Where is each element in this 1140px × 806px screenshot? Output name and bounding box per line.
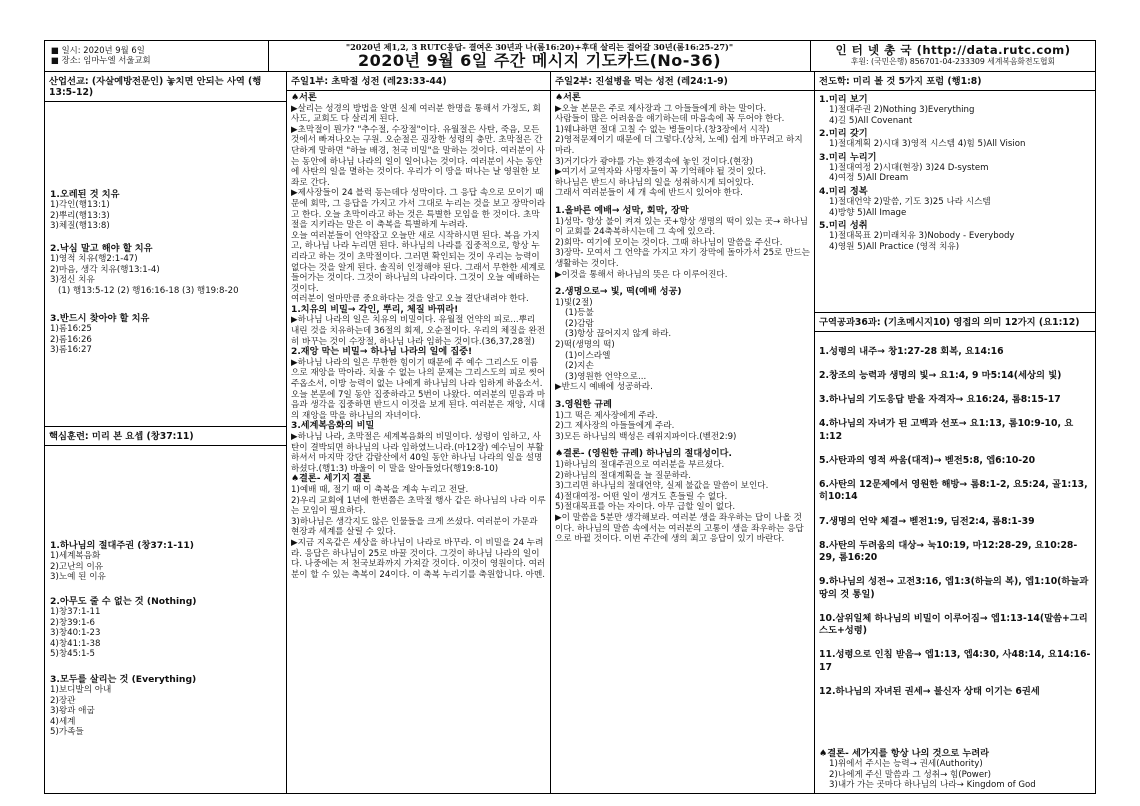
colC-heading: 2.생명으로→ 빛, 떡(예배 성공) xyxy=(555,287,682,298)
colC-line: ▶오늘 본문은 주로 제사장과 그 아들들에게 하는 말이다. xyxy=(555,103,767,114)
colC-line: ▶반드시 예배에 성공하라. xyxy=(555,382,653,393)
colC-line: 3)그리면 하나님의 절대언약, 실제 불값을 말씀이 보인다. xyxy=(555,481,769,492)
colB-text xyxy=(287,91,550,582)
colC-line: 2)하나님의 절대계획을 늘 질문하라. xyxy=(555,470,691,481)
sponsor-line: 후원: (국민은행) 856701-04-233309 세계복음화전도협회 xyxy=(850,57,1056,66)
colC-line: 그래서 여러분들이 세 개 속에 반드시 있어야 한다. xyxy=(555,188,743,199)
lesson-item: 12.하나님의 자녀된 권세→ 불신자 상태 이기는 6권세 xyxy=(819,686,1040,698)
card-body xyxy=(44,72,1096,794)
place-line: ■ 장소: 임마누엘 서울교회 xyxy=(51,55,151,65)
header-subtitle: "2020년 제1,2, 3 RUTC응답- 결여온 30년과 나(롬16:20)+후대 살리는 걸어갈 30년(롬16:25-27)" xyxy=(345,42,734,52)
lesson-item: 1.성령의 내주→ 창1:27-28 회복, 요14:16 xyxy=(819,346,1004,357)
colC-line: 1)성막- 항상 불이 켜져 있는 곳+항상 생명의 떡이 있는 곳→ 하나님이 교회를 24축복하시는데 그 속에 있으라. xyxy=(555,216,808,238)
colC-line: 3)모든 하나님의 백성은 레위지파이다.(벧전2:9) xyxy=(555,431,737,442)
colA-item-1: 1.오레된 것 치유 1)각인(행13:1) 2)뿌리(행13:3) 3)체질(행13:8) xyxy=(50,189,120,232)
colC-heading: ♠서론 xyxy=(555,93,581,103)
column-c-head: 주일2부: 진설병을 먹는 성전 (레24:1-9) xyxy=(551,72,814,91)
core-item-1: 1.하나님의 절대주권 (창37:1-11) 1)세계복음화 2)고난의 이유 3)노예 된 이유 xyxy=(50,540,195,583)
lesson-item: 8.사탄의 두려움의 대상→ 눅10:19, 마12:28-29, 요10:28-29, 롬16:20 xyxy=(819,539,1078,564)
lesson-item: 10.삼위일체 하나님의 비밀이 이루어짐→ 엡1:13-14(말씀+그리스도+성령) xyxy=(819,612,1088,637)
colA-core-items xyxy=(45,540,286,738)
forum-section-3: 3.미리 누리기 1)절대여정 2)시대(현장) 3)24 D-system 4)여정 5)All Dream xyxy=(819,151,989,184)
colA-items xyxy=(45,189,286,356)
colB-line: 오늘 여러분들이 언약잡고 오늘만 새로 시작하시면 된다. 복음 가지고, 하나님 나라 누리면 된다. 하나님의 나라를 집중적으로, 항상 누리라고 하는 것이 초막절이다. 그러면 확인되는 것이 우리는 능력이 없다는 것을 알게 된다. 솔직히 인정해야 된다. 그래서 무한한 세계로 들어가는 것이다. 그것이 하나님의 나라이다. 그것이 오늘 예배하는 것이다. xyxy=(291,230,546,294)
colA-item-3: 3.반드시 찾아야 할 치유 1)롬16:25 2)롬16:26 3)롬16:27 xyxy=(50,313,150,356)
colB-heading: 2.재앙 막는 비밀→ 하나님 나라의 일에 집중! xyxy=(291,347,473,358)
colC-line: ▶이 말씀을 5분만 생각해보라. 여러분 생을 좌우하는 답이 나올 것이다. 하나님의 말씀 속에서는 여러분의 고통이 생을 좌우하는 응답으로 바뀔 것이다. 이번 주간에 생의 최고 응답이 있기 바란다. xyxy=(555,512,804,545)
colC-line: 2)떡(생명의 떡) xyxy=(555,340,615,351)
lesson-item: 9.하나님의 성전→ 고전3:16, 엡1:3(하늘의 복), 엡1:10(하늘과 땅의 것 통일) xyxy=(819,576,1089,600)
colB-line: 3)하나님은 생각지도 않은 인물들을 크게 쓰셨다. 여러분이 가문과 현장과 세계를 살릴 수 있다. xyxy=(291,516,538,538)
column-evangelism xyxy=(815,72,1096,793)
colC-line: 1)빛(2절) xyxy=(555,297,593,308)
column-sunday-service-1 xyxy=(287,72,551,793)
colC-line: 사람들이 많은 어려움을 얘기하는데 마음속에 꼭 두어야 한다. xyxy=(555,114,785,125)
colC-line: 하나님은 반드시 하나님의 일을 성취하시게 되어있다. xyxy=(555,177,755,188)
colC-line: 1)웨냐하면 절대 고칠 수 없는 병들이다.(창3장에서 시작) xyxy=(555,124,770,135)
core-item-2: 2.아무도 줄 수 없는 것 (Nothing) 1)창37:1-11 2)창39:1-6 3)창40:1-23 4)창41:1-38 5)창45:1-5 xyxy=(50,596,197,660)
colB-line: ▶하나님 나라의 일은 무한한 힘이기 때문에 주 예수 그리스도 이름으로 재앙을 막아라. 치울 수 없는 나의 문제는 그리스도의 피로 씻어 주옵소서, 이방 능력이 없는 나에게 하나님의 나라 임하게 하옵소서. 오늘 본문에 7일 동안 집중하라고 5번이 나왔다. 여러분의 믿음과 마음과 생각을 집중하면 반드시 이것을 보게 된다. 여러분은 재앙, 시대의 재앙을 막을 하나님의 자녀이다. xyxy=(291,357,546,421)
colC-line: ▶여기서 교역자와 사명자들이 꼭 기억해야 될 것이 있다. xyxy=(555,167,767,178)
colC-line: 1)그 떡은 제사장에게 주라. xyxy=(555,410,658,421)
colC-line: (2)지손 xyxy=(565,361,594,372)
colC-line: 5)절대목표를 아는 자이다. 아무 급할 일이 없다. xyxy=(555,502,736,513)
header-title-block xyxy=(269,41,811,71)
forum-section-1: 1.미리 보기 1)절대주권 2)Nothing 3)Everything 4)길 5)All Covenant xyxy=(819,94,975,126)
lesson-item: 11.성령으로 인침 받음→ 엡1:13, 엡4:30, 사48:14, 요14:16-17 xyxy=(819,649,1091,673)
lesson-item: 7.생명의 언약 체결→ 벧전1:9, 딤전2:4, 롬8:1-39 xyxy=(819,515,1035,527)
colB-line: ▶하나님 나라의 일은 치유의 비밀이다. 유월절 언약의 피로...뿌리 내린 것을 치유하는데 36절의 회제, 오순절이다. 우리의 체질을 완전히 바꾸는 것이 수장절, 하나님 나라 임하는 것이다.(36,37,28절) xyxy=(291,315,546,347)
column-a-head: 산업선교: (자살예방전문인) 놓치면 안되는 사역 (행13:5-12) xyxy=(45,72,286,102)
header-info xyxy=(45,41,269,71)
lesson-item: 5.사탄과의 영적 싸움(대적)→ 벧전5:8, 엡6:10-20 xyxy=(819,454,1036,466)
colB-line: 1)예배 때, 절기 때 이 축복을 계속 누리고 전달. xyxy=(291,484,469,495)
colC-text xyxy=(551,91,814,547)
lesson-item: 2.창조의 능력과 생명의 빛→ 요1:4, 9 마5:14(세상의 빛) xyxy=(819,370,1062,382)
forum-section-5: 5.미리 성취 1)절대목표 2)미래치유 3)Nobody - Everybody 4)영원 5)All Practice (영적 치유) xyxy=(819,220,1015,252)
colC-line: (1)등불 xyxy=(565,308,594,319)
colC-heading: 1.올바른 예배→ 성막, 회막, 장막 xyxy=(555,205,689,216)
column-sunday-service-2 xyxy=(551,72,815,793)
colC-line: 3)거기다가 광야를 가는 환경속에 놓인 것이다.(현장) xyxy=(555,156,753,167)
core-training-head: 핵심훈련: 미리 본 요셉 (창37:11) xyxy=(45,427,286,446)
lesson-item: 4.하나님의 자녀가 된 고백과 선포→ 요1:13, 롬10:9-10, 요1:12 xyxy=(819,418,1074,442)
column-d-head: 전도학: 미리 볼 것 5가지 포럼 (행1:8) xyxy=(815,72,1096,91)
site-url[interactable]: 인 터 넷 총 국 (http://data.rutc.com) xyxy=(835,43,1071,57)
colC-line: (1)이스라엘 xyxy=(565,350,611,361)
colB-heading: ♠결론- 세기지 결론 xyxy=(291,474,371,485)
colC-line: (3)항상 끊어지지 않게 하라. xyxy=(565,329,672,340)
header xyxy=(44,40,1096,72)
lesson-item: 3.하나님의 기도응답 받을 자격자→ 요16:24, 롬8:15-17 xyxy=(819,394,1061,406)
colB-line: ▶제사장들이 24 블럭 동는데다 성막이다. 그 응답 속으로 모이기 때문에 회막, 그 응답을 가지고 가서 그대로 누리는 것을 보고 장막이라고 한다. 오늘 초막이라고 하는 것은 특별한 모임을 한 것이다. 초막절을 지키라는 말은 이 축복을 특별하게 누려라. xyxy=(291,188,546,231)
page-title: 2020년 9월 6일 주간 메시지 기도카드(No-36) xyxy=(357,51,722,70)
column-b-head: 주일1부: 초막절 성전 (레23:33-44) xyxy=(287,72,550,91)
core-item-3: 3.모두를 살리는 것 (Everything) 1)보디발의 아내 2)장관 3)왕과 애굽 4)세계 5)가족들 xyxy=(50,674,197,738)
colC-line: (3)영원한 언약으로... xyxy=(565,371,647,382)
colB-line: ▶하나님 나라, 초막절은 세계복음화의 비밀이다. 성령이 임하고, 사탄이 결박되면 하나님의 나라 임하였느니라.(마12장) 예수님이 부활하셔서 마지막 강단 감람산에서 40일 동안 하나님 나라의 일을 설명하셨다.(행1:3) 바울이 이 말을 알아들었다(행19:8-10) xyxy=(291,432,544,474)
colB-line: ▶초막절이 뭔가? "추수절, 수장절"이다. 유월절은 사탄, 죽음, 모든 것에서 빠져나오는 구원. 오순절은 굉장한 성령의 충만. 초막절은 간단하게 말하면 "하늘 배경, 천국 비밀"을 말하는 것이다. 여러분이 사는 동안에 하나님 나라의 일이 일어나는 것이다. 여러분이 사는 동안에 사탄의 일을 멸하는 것이다. 우리가 이 땅을 떠나는 날 영원한 보좌로 간다. xyxy=(291,124,545,188)
column-industrial-mission xyxy=(45,72,287,793)
lesson-head: 구역공과36과: (기초메시지10) 영접의 의미 12가지 (요1:12) xyxy=(815,313,1096,332)
colB-heading: 1.치유의 비밀→ 각인, 뿌리, 체질 바꿔라! xyxy=(291,304,459,315)
lesson-items xyxy=(815,346,1096,710)
colC-line: 3)장막- 모여서 그 언약을 가지고 자기 장막에 돌아가서 25로 만드는 생활하는 것이다. xyxy=(555,248,810,269)
colD-conclusion: ♠결론- 세가지를 항상 나의 것으로 누려라 1)위에서 주시는 능력→ 권세(Authority) 2)나에게 주신 말씀과 그 성취→ 힘(Power) 3)내가 가는 곳마다 하나님의 나라→ Kingdom of God xyxy=(819,748,1036,791)
colB-heading: 3.세계복음화의 비밀 xyxy=(291,421,375,432)
colC-heading: 3.영원한 규례 xyxy=(555,400,612,411)
date-line: ■ 일시: 2020년 9월 6일 xyxy=(51,45,145,55)
colC-line: ▶이것을 통해서 하나님의 뜻은 다 이루어진다. xyxy=(555,269,728,280)
colB-line: 2)우리 교회에 1년에 한번쯤은 초막절 행사 같은 하나님의 나라 이루는 모임이 필요하다. xyxy=(291,495,546,517)
colC-heading: ♠결론- (영원한 규례) 하나님의 절대성이다. xyxy=(555,449,732,460)
lesson-item: 6.사탄의 12문제에서 영원한 해방→ 롬8:1-2, 요5:24, 골1:13, 히10:14 xyxy=(819,478,1088,503)
colB-line: ▶지금 지옥같은 세상을 하나님이 나라로 바꾸라. 이 비밀을 24 누려라. 응답은 하나님이 25로 바꿀 것이다. 그것이 하나님 나라의 일이다. 나중에는 저 천국보좌까지 가져갈 것이다. 이것이 영원이다. 여러분이 할 수 있는 축복이 24이다. 이 축복 누리기를 축원합니다. 아멘. xyxy=(291,537,546,580)
colC-line: 1)하나님의 절대주권으로 여러분을 부르셨다. xyxy=(555,460,725,470)
forum-section-4: 4.미리 정복 1)절대언약 2)말씀, 기도 3)25 나라 시스템 4)방향 5)All Image xyxy=(819,185,991,218)
colC-line: (2)감람 xyxy=(565,318,594,329)
colA-item-2: 2.낙심 말고 해야 할 치유 1)영적 치유(행2:1-47) 2)마음, 생각 치유(행13:1-4) 3)정신 치유 (1) 행13:5-12 (2) 행16:16-18 (3) 행19:8-20 xyxy=(50,243,239,296)
colC-line: 2)회막- 여기에 모이는 것이다. 그때 하나님이 말씀을 주신다. xyxy=(555,237,783,248)
header-site xyxy=(811,41,1095,71)
colB-line: 여러분이 얼마만큼 중요하다는 것을 알고 오늘 결단내려야 한다. xyxy=(291,294,529,305)
colB-heading: ♠서론 xyxy=(291,93,317,103)
colD-sections xyxy=(815,91,1096,254)
colC-line: 2)그 제사장의 아들들에게 주라. xyxy=(555,421,675,432)
colC-line: 4)절대여정- 어떤 일이 생겨도 흔들릴 수 없다. xyxy=(555,491,728,502)
prayer-card xyxy=(44,40,1096,794)
colB-line: ▶살리는 성경의 방법을 알면 실제 여러분 한명을 통해서 가정도, 회사도, 교회도 다 살리게 된다. xyxy=(291,103,541,125)
forum-section-2: 2.미리 갖기 1)절대계획 2)시대 3)영적 시스템 4)힘 5)All Vision xyxy=(819,128,1026,150)
colC-line: 2)영적문제이기 때문에 더 그렇다.(상처, 노예) 쉽게 바꾸려고 하지마라. xyxy=(555,135,803,156)
